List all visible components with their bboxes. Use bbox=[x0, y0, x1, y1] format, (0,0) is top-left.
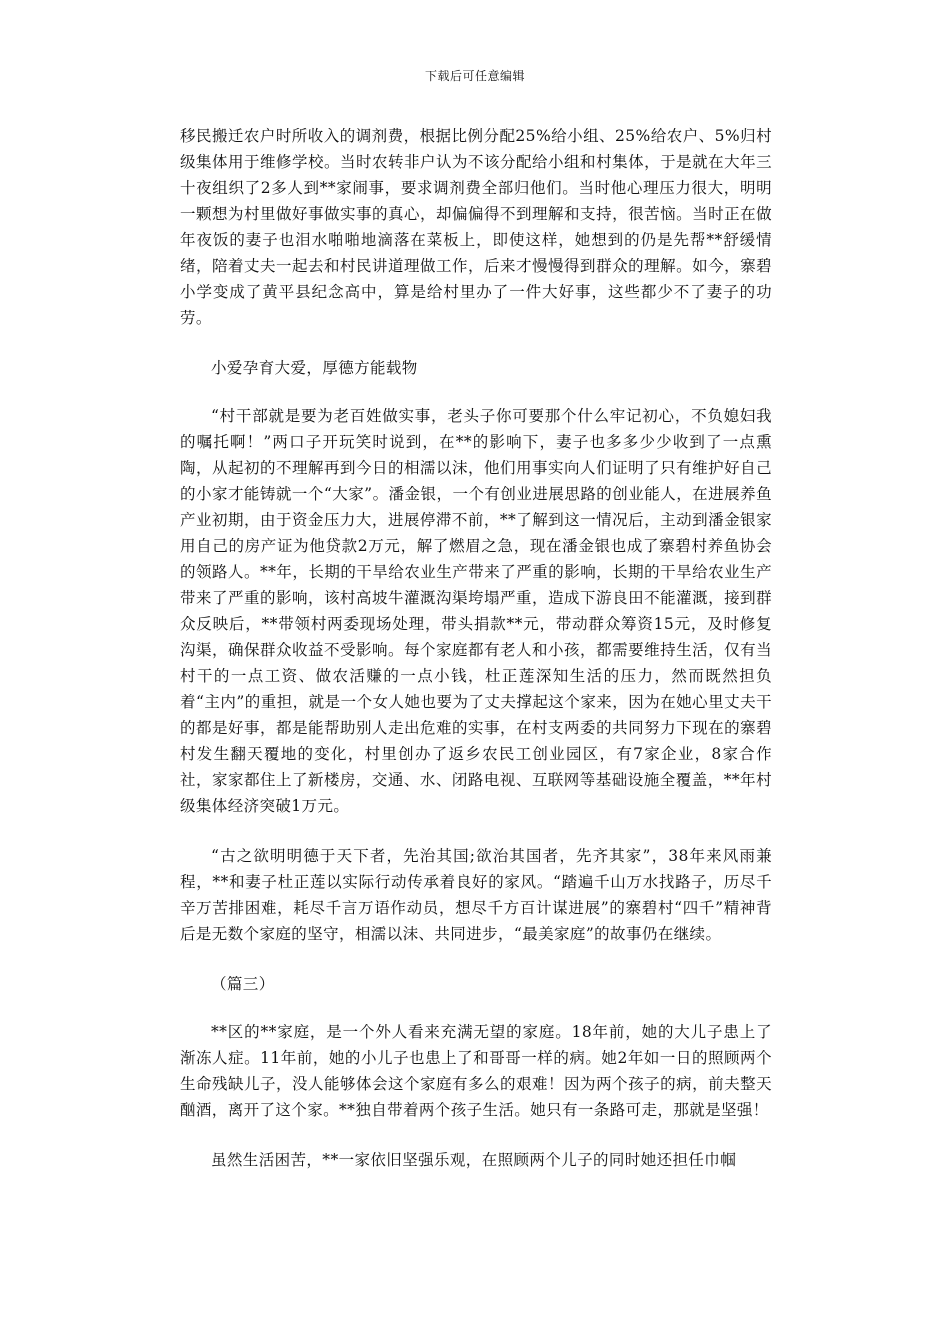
page-header: 下载后可任意编辑 bbox=[424, 69, 525, 83]
paragraph-4: **区的**家庭，是一个外人看来充满无望的家庭。18年前，她的大儿子患上了渐冻人症。11年前，她的小儿子也患上了和哥哥一样的病。她2年如一日的照顾两个生命残缺儿子，没人能够体会这个家庭有多么的艰难！因为两个孩子的病，前夫整天酗酒，离开了这个家。**独自带着两个孩子生活。她只有一条路可走，那就是坚强！ bbox=[180, 1023, 772, 1119]
document-body bbox=[180, 123, 772, 1197]
paragraph-3: “古之欲明明德于天下者，先治其国;欲治其国者，先齐其家”，38年来风雨兼程，**和妻子杜正莲以实际行动传承着良好的家风。“踏遍千山万水找路子，历尽千辛万苦排困难，耗尽千言万语作动员，想尽千方百计谋进展”的寨碧村“四千”精神背后是无数个家庭的坚守，相濡以沫、共同进步，“最美家庭”的故事仍在继续。 bbox=[180, 847, 772, 943]
chapter-label: （篇三） bbox=[211, 975, 275, 993]
paragraph-2: “村干部就是要为老百姓做实事，老头子你可要那个什么牢记初心，不负媳妇我的嘱托啊！”两口子开玩笑时说到，在**的影响下，妻子也多多少少收到了一点熏陶，从起初的不理解再到今日的相濡以沫，他们用事实向人们证明了只有维护好自己的小家才能铸就一个“大家”。潘金银，一个有创业进展思路的创业能人，在进展养鱼产业初期，由于资金压力大，进展停滞不前，**了解到这一情况后，主动到潘金银家用自己的房产证为他贷款2万元，解了燃眉之急，现在潘金银也成了寨碧村养鱼协会的领路人。**年，长期的干旱给农业生产带来了严重的影响，长期的干旱给农业生产带来了严重的影响，该村高坡牛灌溉沟渠垮塌严重，造成下游良田不能灌溉，接到群众反映后，**带领村两委现场处理，带头捐款**元，带动群众筹资15元，及时修复沟渠，确保群众收益不受影响。每个家庭都有老人和小孩，都需要维持生活，仅有当村干的一点工资、做农活赚的一点小钱，杜正莲深知生活的压力，然而既然担负着“主内”的重担，就是一个女人她也要为了丈夫撑起这个家来，因为在她心里丈夫干的都是好事，都是能帮助别人走出危难的实事，在村支两委的共同努力下现在的寨碧村发生翻天覆地的变化，村里创办了返乡农民工创业园区，有7家企业，8家合作社，家家都住上了新楼房，交通、水、闭路电视、互联网等基础设施全覆盖，**年村级集体经济突破1万元。 bbox=[180, 407, 772, 815]
section-heading: 小爱孕育大爱，厚德方能载物 bbox=[211, 359, 418, 377]
paragraph-5: 虽然生活困苦，**一家依旧坚强乐观，在照顾两个儿子的同时她还担任巾帼 bbox=[211, 1151, 737, 1169]
paragraph-1: 移民搬迁农户时所收入的调剂费，根据比例分配25%给小组、25%给农户、5%归村级集体用于维修学校。当时农转非户认为不该分配给小组和村集体，于是就在大年三十夜组织了2多人到**家闹事，要求调剂费全部归他们。当时他心理压力很大，明明一颗想为村里做好事做实事的真心，却偏偏得不到理解和支持，很苦恼。当时正在做年夜饭的妻子也泪水啪啪地滴落在菜板上，即使这样，她想到的仍是先帮**舒缓情绪，陪着丈夫一起去和村民讲道理做工作，后来才慢慢得到群众的理解。如今，寨碧小学变成了黄平县纪念高中，算是给村里办了一件大好事，这些都少不了妻子的功劳。 bbox=[180, 127, 772, 327]
